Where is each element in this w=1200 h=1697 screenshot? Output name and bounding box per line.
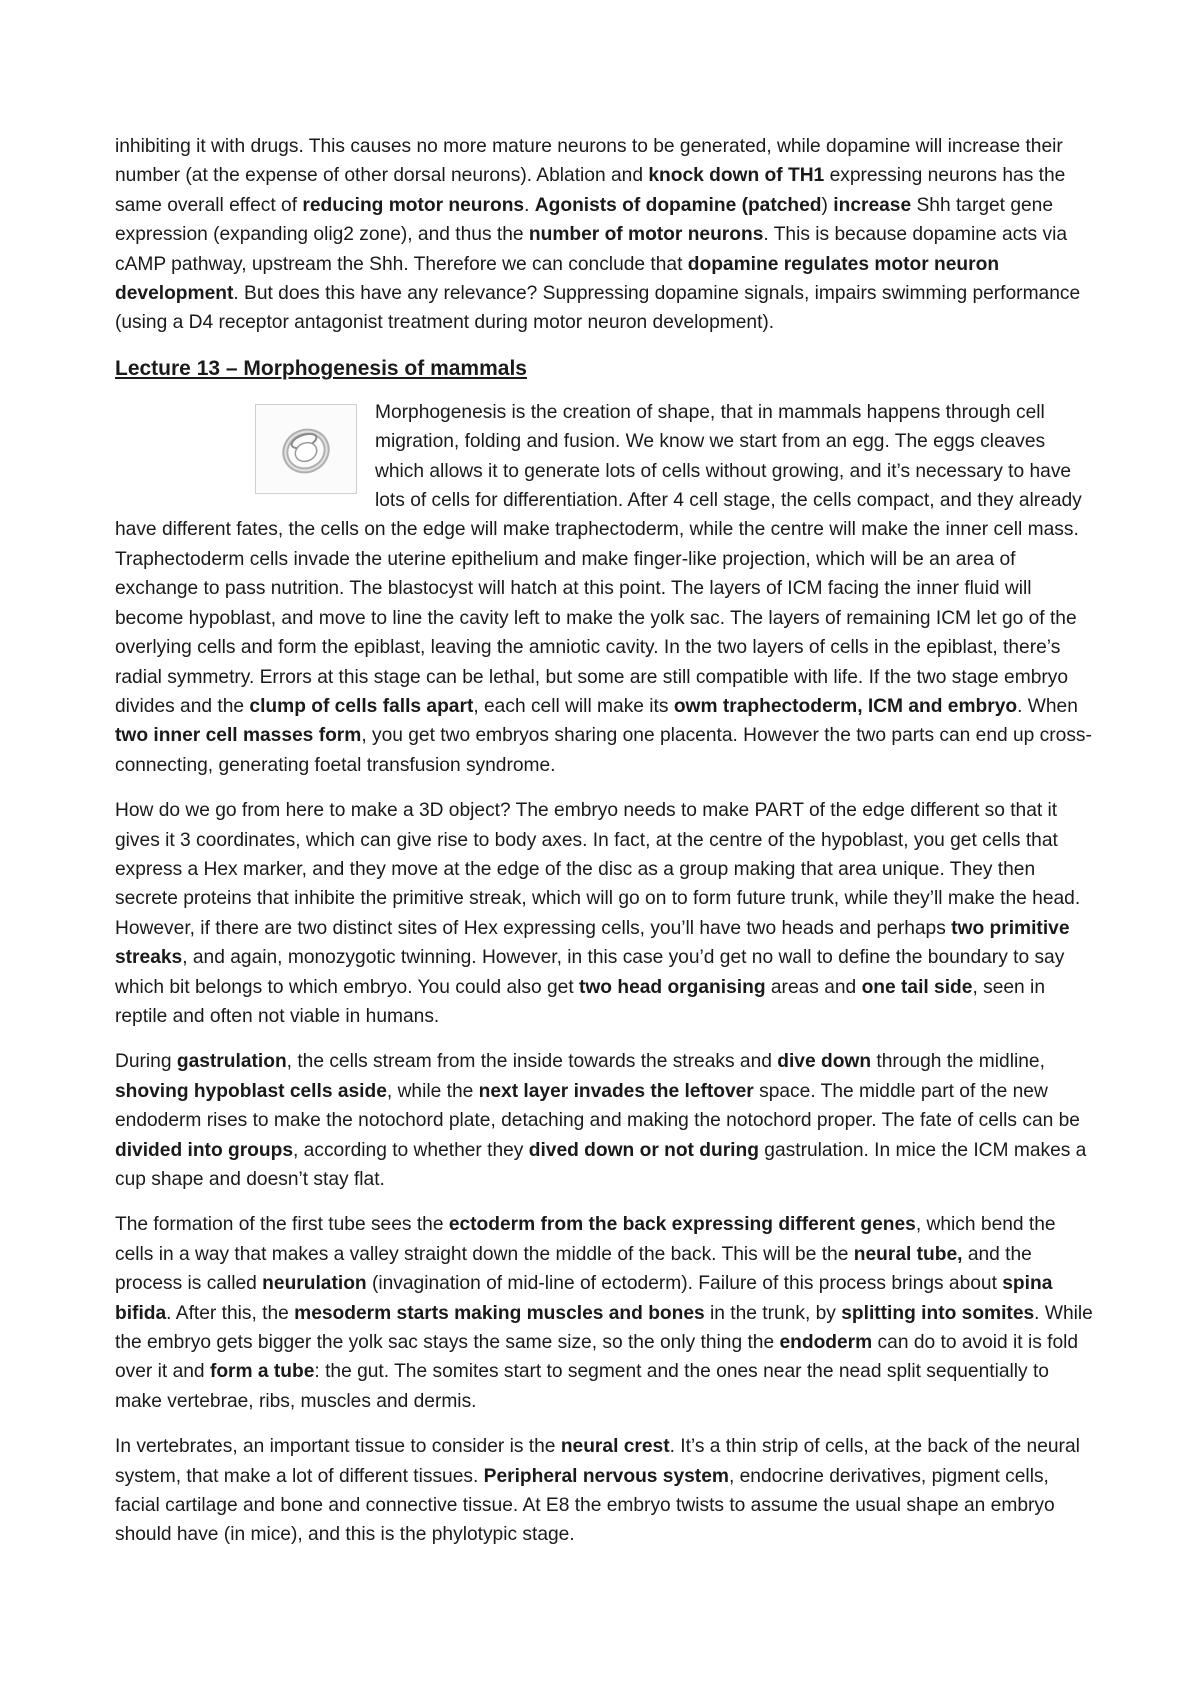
paragraph-dopamine bbox=[115, 132, 1095, 338]
text-run: , endocrine derivatives, pigment cells, facial cartilage and bone and connective tissue. At E8 the embryo twists to assume the usual shape an embryo should have (in mice), and this is the phylotypic stage. bbox=[115, 1465, 1055, 1546]
bold-text: knock down of TH1 bbox=[648, 165, 825, 187]
text-run: . After this, the bbox=[166, 1302, 295, 1324]
paragraph-neural-crest bbox=[115, 1432, 1095, 1550]
text-run: . This is because dopamine acts via cAMP pathway, upstream the Shh. Therefore we can conclude that bbox=[115, 224, 1067, 275]
bold-text: increase bbox=[833, 194, 912, 216]
bold-text: next layer invades the leftover bbox=[478, 1080, 754, 1102]
text-run: space. The middle part of the new endoderm rises to make the notochord plate, detaching and making the notochord proper. The fate of cells can be bbox=[115, 1080, 1080, 1132]
bold-text: reducing motor neurons bbox=[302, 194, 525, 216]
text-run: How do we go from here to make a 3D object? The embryo needs to make PART of the edge different so that it gives it 3 coordinates, which can give rise to body axes. In fact, at the centre of the hypoblast, you get cells that express a Hex marker, and they move at the edge of the disc as a group making that area unique. They then secrete proteins that inhibite the primitive streak, which will go on to form future trunk, while they’ll make the head. However, if there are two distinct sites of Hex expressing cells, you’ll have two heads and perhaps bbox=[115, 800, 1081, 939]
text-run: Shh target gene expression (expanding olig2 zone), and thus the bbox=[115, 194, 1054, 246]
text-run: In vertebrates, an important tissue to consider is the bbox=[115, 1436, 561, 1458]
paragraph-neurulation bbox=[115, 1210, 1095, 1416]
text-run: , each cell will make its bbox=[473, 695, 674, 717]
text-run: and the process is called bbox=[115, 1243, 1032, 1295]
text-run: expressing neurons has the same overall effect of bbox=[115, 165, 1066, 216]
bold-text: neural tube, bbox=[853, 1243, 963, 1265]
bold-text: dived down or not during bbox=[528, 1139, 759, 1161]
bold-text: shoving hypoblast cells aside bbox=[115, 1080, 387, 1102]
embryo-ring-icon bbox=[275, 418, 337, 480]
bold-text: Peripheral nervous system bbox=[483, 1465, 729, 1487]
text-run: . When bbox=[1017, 695, 1078, 717]
bold-text: dopamine regulates motor neuron development bbox=[115, 253, 1000, 305]
bold-text: spina bifida bbox=[115, 1273, 1053, 1324]
text-run: . But does this have any relevance? Suppressing dopamine signals, impairs swimming performance (using a D4 receptor antagonist treatment during motor neuron development). bbox=[115, 283, 1081, 334]
text-run: . It’s a thin strip of cells, at the back of the neural system, that make a lot of different tissues. bbox=[115, 1436, 1080, 1487]
text-run: , the cells stream from the inside towards the streaks and bbox=[286, 1051, 778, 1073]
lecture-heading: Lecture 13 – Morphogenesis of mammals bbox=[115, 356, 527, 380]
bold-text: two inner cell masses form bbox=[115, 725, 362, 747]
text-run: , according to whether they bbox=[293, 1139, 529, 1161]
bold-text: clump of cells falls apart bbox=[249, 695, 474, 717]
bold-text: endoderm bbox=[779, 1332, 873, 1354]
text-run: , seen in reptile and often not viable in humans. bbox=[115, 976, 1045, 1027]
text-run: , you get two embryos sharing one placenta. However the two parts can end up cross-connecting, generating foetal transfusion syndrome. bbox=[115, 725, 1092, 776]
text-run: , and again, monozygotic twinning. However, in this case you’d get no wall to define the boundary to say which bit belongs to which embryo. You could also get bbox=[115, 947, 1065, 998]
text-run: : the gut. The somites start to segment and the ones near the nead split sequentially to make vertebrae, ribs, muscles and dermis. bbox=[115, 1361, 1049, 1412]
document-page bbox=[115, 132, 1095, 1566]
text-run: . bbox=[524, 194, 535, 216]
text-run: gastrulation. In mice the ICM makes a cup shape and doesn’t stay flat. bbox=[115, 1139, 1087, 1190]
text-run: . While the embryo gets bigger the yolk sac stays the same size, so the only thing the bbox=[115, 1302, 1093, 1354]
text-run: inhibiting it with drugs. This causes no more mature neurons to be generated, while dopamine will increase their number (at the expense of other dorsal neurons). Ablation and bbox=[115, 136, 1063, 187]
text-run: The formation of the first tube sees the bbox=[115, 1214, 449, 1236]
bold-text: dive down bbox=[777, 1051, 872, 1073]
text-run: , while the bbox=[386, 1080, 479, 1102]
text-run: can do to avoid it is fold over it and bbox=[115, 1332, 1079, 1383]
paragraph-body-axes bbox=[115, 796, 1095, 1031]
bold-text: Agonists of dopamine (patched bbox=[534, 194, 822, 216]
text-run: areas and bbox=[765, 976, 862, 998]
bold-text: two primitive streaks bbox=[115, 917, 1070, 969]
bold-text: gastrulation bbox=[176, 1051, 287, 1073]
bold-text: neurulation bbox=[262, 1273, 367, 1295]
text-run: through the midline, bbox=[871, 1051, 1045, 1073]
text-run: in the trunk, by bbox=[704, 1302, 842, 1324]
bold-text: mesoderm starts making muscles and bones bbox=[294, 1302, 705, 1324]
bold-text: neural crest bbox=[560, 1436, 670, 1458]
embryo-thumbnail bbox=[255, 404, 357, 494]
bold-text: number of motor neurons bbox=[528, 224, 764, 246]
bold-text: owm traphectoderm, ICM and embryo bbox=[673, 695, 1018, 717]
text-run: ) bbox=[821, 194, 834, 216]
text-run: During bbox=[115, 1051, 177, 1073]
text-run: , which bend the cells in a way that makes a valley straight down the middle of the back. This will be the bbox=[115, 1214, 1056, 1265]
text-run: (invagination of mid-line of ectoderm). Failure of this process brings about bbox=[366, 1273, 1003, 1295]
text-run: Morphogenesis is the creation of shape, that in mammals happens through cell migration, folding and fusion. We know we start from an egg. The eggs cleaves which allows it to generate lots of cells without growing, and it’s necessary to have lots of cells for differentiation. After 4 cell stage, the cells compact, and they already have different fates, the cells on the edge will make traphectoderm, while the centre will make the inner cell mass. Traphectoderm cells invade the uterine epithelium and make finger-like projection, which will be an area of exchange to pass nutrition. The blastocyst will hatch at this point. The layers of ICM facing the inner fluid will become hypoblast, and move to line the cavity left to make the yolk sac. The layers of remaining ICM let go of the overlying cells and form the epiblast, leaving the amniotic cavity. In the two layers of cells in the epiblast, there’s radial symmetry. Errors at this stage can be lethal, but some are still compatible with life. If the two stage embryo divides and the bbox=[115, 401, 1082, 717]
bold-text: one tail side bbox=[861, 976, 973, 998]
bold-text: two head organising bbox=[578, 976, 766, 998]
bold-text: form a tube bbox=[209, 1361, 315, 1383]
bold-text: divided into groups bbox=[115, 1139, 294, 1161]
bold-text: ectoderm from the back expressing different genes bbox=[448, 1214, 916, 1236]
paragraph-gastrulation bbox=[115, 1047, 1095, 1194]
bold-text: splitting into somites bbox=[841, 1302, 1035, 1324]
